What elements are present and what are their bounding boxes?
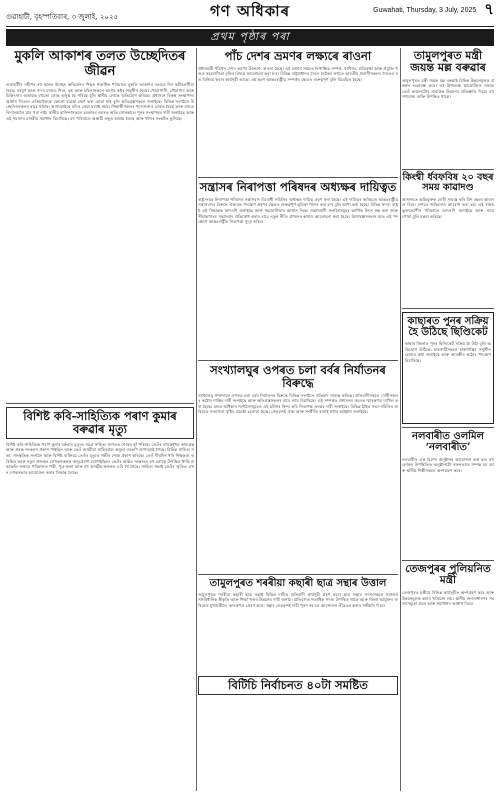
mid-story3-headline: সংখ্যালঘুৰ ওপৰত চলা বৰ্বৰ নিৰ্যাতনৰ বিৰুদ্ধে — [210, 362, 386, 390]
date-english-text: Guwahati, Thursday, 3 July, 2025 — [373, 7, 477, 14]
divider — [402, 560, 494, 561]
mid-story2-body: ৰাষ্ট্ৰসংঘৰ নিৰাপত্তা পৰিষদৰ সন্ত্ৰাসবাদ বিৰোধী সমিতিৰ অধ্যক্ষৰ দায়িত্ব গ্ৰহণ কৰা হৈছে। এই দায়িত্বৰ জৰিয়তে আন্তঃৰাষ্ট্ৰীয় সন্ত্ৰাসবাদৰ বিৰুদ্ধে ঐক্যবদ্ধ পদক্ষেপ গ্ৰহণৰ ক্ষেত্ৰত গুৰুত্বপূৰ্ণ ভূমিকা পালন কৰা হ'ব বুলি আশা কৰা হৈছে। বিভিন্ন সদস্য ৰাষ্ট্ৰই এই সিদ্ধান্তক আদৰণি জনাইছে আৰু সহযোগিতাৰ আশ্বাস দিছে। সন্ত্ৰাসবাদী সংগঠনসমূহৰ আৰ্থিক উৎস বন্ধ কৰা আৰু সীমান্তপাৰৰ সন্ত্ৰাসবাদ প্ৰতিৰোধ কৰাৰ বাবে নতুন নীতি প্ৰণয়নৰ কথাও আলোচনা কৰা হৈছে। বিশেষজ্ঞসকলৰ মতে এই পদক্ষেপে আন্তঃৰাষ্ট্ৰীয় নিৰাপত্তা সুদৃঢ় কৰিব। — [198, 196, 398, 225]
masthead — [210, 0, 290, 26]
left-story1-body: গুৱাহাটীৰ সমীপৰ বহু স্থানত উচ্ছেদ অভিযানৰ পিছত শতাধিক পৰিয়ালে মুকলি আকাশৰ তলতে দিন কটাবলগীয়া হৈছে। বৰষুণ আৰু ৰ'দৰ মাজত শিশু, বৃদ্ধ আৰু মহিলাসকলে অশেষ কষ্টৰ সন্মুখীন হৈছে। খোৱাপানী, শৌচাগাৰ আৰু চিকিৎসাৰ অভাৱত বহুতো লোক অসুস্থ হৈ পৰিছে বুলি স্থানীয় লোকে অভিযোগ কৰিছে। প্ৰশাসনে বিকল্প সংস্থাপনৰ আশ্বাস দিলেও এতিয়ালৈকে কোনো ব্যৱস্থা গ্ৰহণ কৰা হোৱা নাই বুলি ক্ষতিগ্ৰস্তসকলে জনাইছে। বিভিন্ন সংগঠনে উচ্ছেদিতসকলৰ বাবে সাহায্য আগবঢ়াইছে যদিও সেয়া যথেষ্ট নহয়। শিক্ষাৰ্থীসকলৰ পঢ়া-শুনাও ব্যাহত হৈছে আৰু বহুতে বিদ্যালয়লৈ যাব পৰা নাই। স্থানীয় বাসিন্দাসকলে চৰকাৰৰ ওচৰত অতি সোনকালে পুনৰ সংস্থাপনৰ দাবী জনাইছে আৰু এই সমস্যাৰ মানৱীয় সমাধান বিচাৰিছে। বহু পৰিয়ালে অস্থায়ী তম্বুত আশ্ৰয় লৈছে আৰু খাদ্যৰ সংকটত ভুগিছে। — [6, 82, 194, 121]
right-story3-body: কাছাৰ জিলাত পুনৰ ছিণ্ডিকেট সক্ৰিয় হৈ উঠা বুলি অভিযোগ উঠিছে। ব্যৱসায়ীসকলে হাৰাশাস্তিৰ সন্মুখীন হোৱাৰ কথা জনাইছে আৰু আৰক্ষীৰ কঠোৰ পদক্ষেপ বিচাৰিছে। — [405, 341, 491, 364]
mid-story2-headline: সন্ত্ৰাসৰ নিৰাপত্তা পৰিষদৰ অধ্যক্ষৰ দায়িত্বত — [199, 179, 397, 194]
mid-story3-body: সংখ্যালঘু সম্প্ৰদায়ৰ ওপৰত চলা বৰ্বৰ নিৰ্যাতনৰ বিৰুদ্ধে বিভিন্ন সংগঠনে প্ৰতিবাদ সাব্যস্ত কৰিছে। প্ৰতিবাদীসকলে দোষীসকলৰ কঠোৰ শাস্তিৰ দাবী জনাইছে আৰু ক্ষতিগ্ৰস্তসকলৰ বাবে ন্যায় বিচাৰিছে। এই সম্পৰ্কত প্ৰশাসনৰ ওচৰত স্মাৰকপত্ৰ দাখিল কৰা হৈছে। মানৱ অধিকাৰ সংগঠনসমূহেও এই ঘটনাৰ নিন্দা কৰি নিৰপেক্ষ তদন্তৰ দাবী জনাইছে। বিভিন্ন ঠাইত সভা-সমিতিৰ জৰিয়তে সজাগতা সৃষ্টিৰ প্ৰচেষ্টা চলোৱা হৈছে। নেতৃবৃন্দই ঐক্য আৰু সম্প্ৰীতি বজাই ৰখাৰ আহ্বান জনাইছে। — [198, 392, 398, 415]
mid-story1-headline: পাঁচ দেশৰ ভ্ৰমণৰ লক্ষ্যৰে ৰাওনা — [224, 49, 372, 63]
divider — [402, 169, 494, 170]
left-story2-body: বিশিষ্ট কবি-সাহিত্যিক পৰাণ কুমাৰ বৰুৱাৰ মৃত্যুত সমগ্ৰ সাহিত্য জগতত শোকৰ ছাঁ পৰিছে। তেওঁৰ বহুকেইখন কাব্যগ্ৰন্থ আৰু প্ৰবন্ধ সংকলন প্ৰকাশ পাইছিল আৰু তেওঁ অসমীয়া সাহিত্যলৈ অমূল্য বৰঙণি আগবঢ়াই গৈছে। বিভিন্ন সাহিত্য সভা, সাংস্কৃতিক সংগঠন আৰু বিশিষ্ট ব্যক্তিয়ে তেওঁৰ মৃত্যুত গভীৰ শোক প্ৰকাশ কৰিছে। তেওঁ দীৰ্ঘদিন ধৰি শিক্ষকতা কৰিছিল আৰু নতুন প্ৰজন্মৰ লেখকসকলক অনুপ্ৰেৰণা যোগাইছিল। তেওঁৰ অন্তিম সংস্কাৰত বহু লোকে উপস্থিত থাকি শ্ৰদ্ধাঞ্জলি জনায়। পৰিয়ালত পত্নী, পুত্ৰ-কন্যা আৰু বহু আত্মীয়-স্বজনক এৰি থৈ গৈছে। সাহিত্য সভাই তেওঁৰ স্মৃতিত এখন শোকসভাৰ আয়োজন কৰাৰ সিদ্ধান্ত লৈছে। — [6, 441, 194, 475]
right-story2-body: আদালতে অভিযুক্তক দোষী সাব্যস্ত কৰি বিশ বছৰৰ কাৰাদণ্ড বিহে। লগতে জৰিমনাও আৰোপ কৰা হয়। এই ৰায়ক ভুক্তভোগীৰ পৰিয়ালে আদৰণি জনাইছে আৰু ন্যায় পোৱা বুলি মন্তব্য কৰিছে। — [402, 196, 494, 219]
right-story1-body: তামুলপুৰত মন্ত্ৰী জয়ন্ত মল্ল বৰুৱাই বিভিন্ন উন্নয়নমূলক প্ৰকল্পৰ শুভাৰম্ভ কৰে। এই উপলক্ষে আয়োজিত সভাত তেওঁ অঞ্চলটোৰ সামগ্ৰিক উন্নয়নৰ প্ৰতিশ্ৰুতি দিয়ে। বহু গণ্যমান্য ব্যক্তি উপস্থিত থাকে। — [402, 77, 494, 100]
page-header — [6, 3, 494, 27]
divider — [402, 427, 494, 428]
middle-column — [198, 48, 398, 791]
divider — [198, 360, 398, 361]
right-story2-headline: কিংশ্বী ৰ্ধবফবিষ ২০ বছৰ সময় কাৱাদণ্ড — [402, 171, 494, 194]
page-number: ৭ — [484, 1, 494, 18]
date-line-english — [324, 0, 494, 26]
right-column — [402, 48, 494, 791]
right-story4-headline: নলবাৰীত ওলমিল ‘নলবাৰীত’ — [411, 431, 485, 454]
mid-story5-headline: বিটিচি নিৰ্বাচনত ৪০টা সমষ্টিত — [198, 676, 398, 695]
right-story5-body: তেজপুৰত মন্ত্ৰীয়ে বিভিন্ন কাৰ্যসূচীত অংশগ্ৰহণ কৰে আৰু উন্নয়নমূলক কামৰ খতিয়ান লয়। স্থানীয় জনসাধাৰণৰ সমস্যাসমূহো শুনে আৰু সমাধানৰ আশ্বাস দিয়ে। — [402, 590, 494, 607]
divider — [198, 177, 398, 178]
mid-story1-body: প্ৰধানমন্ত্ৰী পাঁচখন দেশৰ ভ্ৰমণৰ উদ্দেশ্যে ৰাওনা হৈছে। এই ভ্ৰমণৰ সময়ত দ্বিপাক্ষিক সম্পৰ্ক, বাণিজ্য, প্ৰতিৰক্ষা আৰু প্ৰযুক্তি খণ্ডত সহযোগিতা বৃদ্ধিৰ বিষয়ে আলোচনা কৰা হ'ব। বিভিন্ন ৰাষ্ট্ৰপ্ৰধানৰ সৈতে বৈঠকৰ লগতে ভাৰতীয় প্ৰবাসীসকলৰ সৈতেও মত বিনিময় কৰাৰ কাৰ্যসূচী আছে। এই ভ্ৰমণ আন্তঃৰাষ্ট্ৰীয় সম্পৰ্কৰ ক্ষেত্ৰত গুৰুত্বপূৰ্ণ বুলি বিবেচিত হৈছে। — [198, 65, 398, 83]
left-story2-headline: বিশিষ্ট কবি-সাহিত্যিক পৰাণ কুমাৰ বৰুৱাৰ মৃত্যু — [6, 407, 194, 439]
column-rule — [400, 48, 401, 791]
date-line-local: গুৱাহাটী, বৃহস্পতিবাৰ, ৩ জুলাই, ২০২৫ — [6, 13, 119, 21]
mid-story4-body: তামুলপুৰত শৰৰীয়া কছাৰী ছাত্ৰ সন্থাই বিভিন্ন দাবীত প্ৰতিবাদী কাৰ্যসূচী গ্ৰহণ কৰে। ছাত্ৰ সন্থাৰ সদস্যসকলে সমাজৰ সাংবিধানিক স্বীকৃতি আৰু শিক্ষা খণ্ডৰ উন্নয়নৰ দাবী জনায়। প্ৰতিবাদত শতাধিক সদস্য উপস্থিত থাকে আৰু জিলা আয়ুক্তৰ জৰিয়তে মুখ্যমন্ত্ৰীলৈ স্মাৰকপত্ৰ প্ৰেৰণ কৰে। সন্থাৰ নেতৃবৃন্দই দাবী পূৰণ নহ'লে আন্দোলন তীব্ৰতৰ কৰাৰ সকীয়নি দিয়ে। — [198, 591, 398, 608]
divider — [198, 574, 398, 575]
right-story1-headline: তামুলপুৰত মন্ত্ৰী জয়ন্ত মল্ল বৰুৱাৰ — [410, 49, 486, 75]
left-story1-headline: মুকলি আকাশৰ তলত উচ্ছেদিতৰ জীৱন — [14, 49, 186, 79]
mid-story4-headline: তামুলপুৰত শৰৰীয়া কছাৰী ছাত্ৰ সন্থাৰ উত্তাল — [209, 577, 387, 589]
right-story4-body: নলবাৰীত এক বিশেষ অনুষ্ঠানৰ আয়োজন কৰা হয়। বহু লোকৰ উপস্থিতিত অনুষ্ঠানটো সফলতাৰে সম্পন্ন হয় আৰু স্থানীয় শিল্পীসকলে অংশগ্ৰহণ কৰে। — [402, 456, 494, 473]
section-banner — [6, 29, 494, 46]
divider — [402, 308, 494, 309]
left-column — [6, 48, 194, 791]
right-story5-headline: তেজপুৰৰ পুলিয়নিত মন্ত্ৰী — [405, 562, 491, 587]
divider — [6, 403, 194, 404]
masthead-title: গণ অধিকাৰ — [209, 2, 291, 20]
right-story3-frame — [402, 312, 494, 424]
right-story3-headline: কাছাৰত পুনৰ সক্ৰিয় হৈ উঠিছে ছিণ্ডিকেট — [407, 315, 489, 339]
section-banner-label: প্ৰথম পৃষ্ঠাৰ পৰা — [210, 30, 290, 43]
column-rule — [196, 48, 197, 791]
